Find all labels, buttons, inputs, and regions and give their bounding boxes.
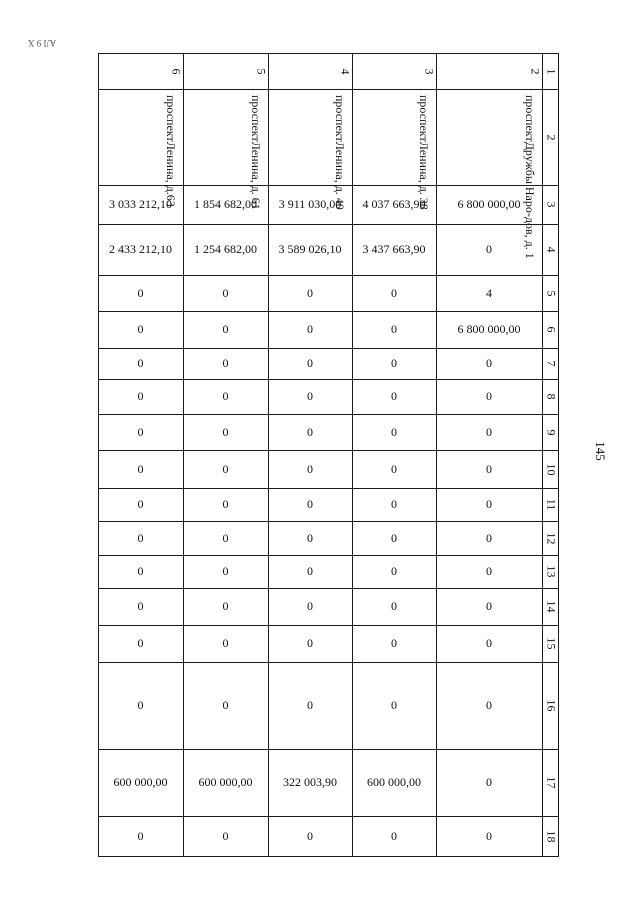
value-cell: 600 000,00: [113, 775, 168, 789]
value-cell: 0: [307, 389, 313, 403]
value-cell: 0: [391, 322, 397, 336]
value-cell: 0: [137, 599, 144, 613]
value-cell: 0: [137, 322, 144, 336]
column-number: 6: [169, 68, 184, 74]
value-cell: 0: [307, 564, 313, 578]
value-cell: 0: [391, 564, 397, 578]
value-cell: 0: [222, 285, 229, 300]
row-number: 11: [544, 498, 558, 511]
value-cell: 0: [391, 698, 397, 712]
grid-line-horizontal: [98, 89, 559, 90]
address-line: проспект: [417, 95, 431, 142]
row-number-cell: [542, 224, 559, 275]
value-cell: 3 033 212,10: [109, 197, 172, 211]
column-number: 3: [422, 68, 437, 74]
value-cell: 0: [307, 322, 313, 336]
column-number-cell: [183, 53, 268, 89]
row-number: 15: [544, 637, 558, 650]
value-cell: 0: [137, 829, 144, 843]
value-cell: 0: [222, 424, 229, 439]
row-number-cell: [542, 348, 559, 379]
value-cell: 322 003,90: [283, 775, 337, 789]
value-cell: 2 433 212,10: [109, 242, 172, 256]
row-number-cell: [542, 488, 559, 521]
row-number-cell: [542, 275, 559, 311]
value-cell: 0: [307, 829, 313, 843]
corner-mark: АЛ 9 Х: [28, 38, 57, 48]
value-cell: 0: [222, 564, 229, 578]
value-cell: 4 037 663,90: [362, 197, 426, 211]
address-line: Ленина, д. 61: [249, 141, 263, 210]
rotated-data-table: [98, 53, 559, 857]
row-number: 3: [544, 201, 558, 208]
value-cell: 0: [307, 698, 313, 712]
value-cell: 0: [222, 497, 229, 511]
address-line: проспект: [333, 95, 347, 142]
row-number-cell: [542, 521, 559, 555]
value-cell: 0: [307, 285, 313, 300]
value-cell: 3 911 030,00: [278, 197, 342, 211]
row-number: 7: [544, 360, 558, 367]
value-cell: 0: [137, 698, 144, 712]
value-cell: 0: [486, 829, 492, 843]
column-number-cell: [268, 53, 352, 89]
value-cell: 0: [391, 530, 397, 545]
column-number-cell: [352, 53, 436, 89]
value-cell: 0: [137, 497, 144, 511]
value-cell: 1 254 682,00: [194, 242, 257, 256]
row-number-cell: [542, 816, 559, 857]
column-number-cell: [436, 53, 542, 89]
value-cell: 0: [137, 285, 144, 300]
row-number: 5: [544, 290, 558, 296]
row-number-cell: [542, 311, 559, 348]
address-line: Дружбы Наро-: [523, 141, 537, 217]
value-cell: 0: [222, 389, 229, 403]
row-number-cell: [542, 450, 559, 488]
value-cell: 0: [486, 356, 492, 370]
value-cell: 0: [391, 285, 397, 300]
value-cell: 0: [137, 636, 144, 650]
value-cell: 0: [391, 599, 397, 613]
row-number-cell: [542, 588, 559, 625]
row-number-cell: [542, 185, 559, 224]
value-cell: 0: [486, 599, 492, 613]
row-number-cell: [542, 662, 559, 749]
row-number: 18: [544, 830, 558, 843]
value-cell: 0: [486, 530, 492, 545]
row-number-cell: [542, 414, 559, 450]
row-number: 12: [544, 532, 558, 544]
row-number: 14: [544, 600, 558, 613]
value-cell: 0: [486, 564, 492, 578]
value-cell: 0: [391, 497, 397, 511]
column-number: 4: [338, 68, 353, 74]
value-cell: 0: [307, 636, 313, 650]
page-number: 145: [592, 441, 608, 461]
address-line: Ленина, д. 38: [417, 141, 431, 210]
value-cell: 600 000,00: [367, 775, 421, 789]
value-cell: 0: [222, 356, 229, 370]
column-number: 5: [254, 68, 269, 74]
address-line: Ленина, д.63: [164, 141, 178, 207]
row-number-cell: [542, 379, 559, 414]
value-cell: 0: [137, 564, 144, 578]
value-cell: 1 854 682,00: [194, 197, 257, 211]
value-cell: 0: [222, 829, 229, 843]
value-cell: 0: [222, 461, 229, 476]
value-cell: 3 589 026,10: [278, 242, 342, 256]
address-line: проспект: [249, 95, 263, 142]
row-number: 2: [544, 134, 558, 140]
address-line: дов, д. 1: [523, 216, 537, 259]
value-cell: 0: [391, 829, 397, 843]
value-cell: 0: [391, 636, 397, 650]
value-cell: 0: [307, 356, 313, 370]
value-cell: 0: [222, 698, 229, 712]
value-cell: 0: [307, 497, 313, 511]
value-cell: 0: [391, 424, 397, 439]
value-cell: 0: [307, 530, 313, 545]
value-cell: 0: [222, 636, 229, 650]
value-cell: 0: [486, 424, 492, 439]
value-cell: 0: [486, 698, 492, 712]
value-cell: 0: [391, 356, 397, 370]
value-cell: 0: [137, 530, 144, 545]
value-cell: 3 437 663,90: [362, 242, 426, 256]
value-cell: 4: [486, 285, 492, 300]
address-line: проспект: [523, 95, 537, 142]
value-cell: 0: [137, 424, 144, 439]
value-cell: 0: [486, 242, 492, 256]
value-cell: 0: [391, 461, 397, 476]
row-number: 4: [544, 246, 558, 253]
address-line: Ленина, д. 40: [333, 141, 347, 210]
column-number-cell: [98, 53, 183, 89]
row-number: 8: [544, 393, 558, 400]
row-number-cell: [542, 555, 559, 588]
value-cell: 0: [222, 599, 229, 613]
row-number: 1: [544, 68, 558, 74]
value-cell: 0: [486, 497, 492, 511]
value-cell: 0: [222, 530, 229, 545]
row-number: 17: [544, 776, 558, 789]
value-cell: 6 800 000,00: [457, 322, 521, 336]
value-cell: 0: [307, 424, 313, 439]
row-number-cell: [542, 749, 559, 816]
value-cell: 0: [391, 389, 397, 403]
row-number: 16: [544, 699, 558, 712]
row-number: 6: [544, 326, 558, 333]
value-cell: 0: [486, 636, 492, 650]
value-cell: 0: [486, 775, 492, 789]
value-cell: 0: [137, 389, 144, 403]
value-cell: 0: [307, 461, 313, 476]
row-number: 10: [544, 463, 558, 475]
value-cell: 0: [137, 461, 144, 476]
row-number: 13: [544, 565, 558, 578]
value-cell: 0: [307, 599, 313, 613]
value-cell: 0: [222, 322, 229, 336]
value-cell: 0: [486, 461, 492, 476]
value-cell: 6 800 000,00: [457, 197, 521, 211]
value-cell: 0: [137, 356, 144, 370]
row-number: 9: [544, 429, 558, 435]
value-cell: 0: [486, 389, 492, 403]
row-number-cell: [542, 53, 559, 89]
column-number: 2: [528, 68, 543, 74]
row-number-cell: [542, 89, 559, 185]
address-line: проспект: [164, 95, 178, 142]
value-cell: 600 000,00: [198, 775, 253, 789]
row-number-cell: [542, 625, 559, 662]
